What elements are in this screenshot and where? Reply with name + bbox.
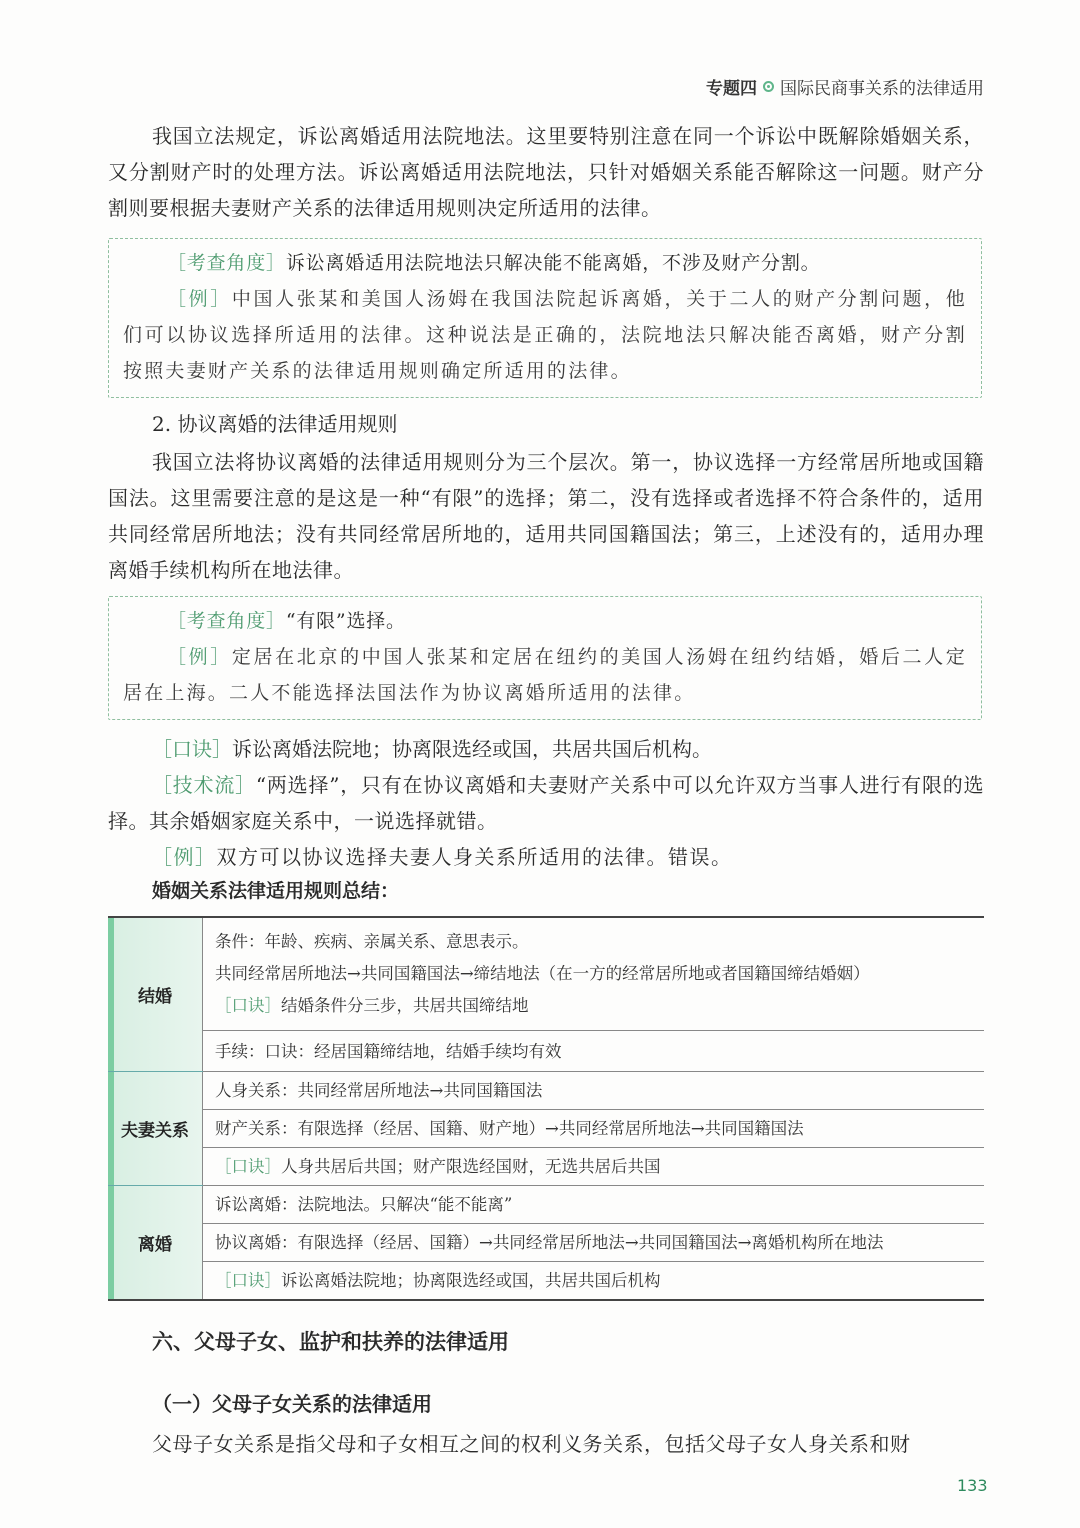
technique-tag: ［技术流］	[152, 773, 256, 797]
section-subheading: （一）父母子女关系的法律适用	[152, 1392, 432, 1416]
paragraph-parent-child: 父母子女关系是指父母和子女相互之间的权利义务关系，包括父母子女人身关系和财	[152, 1432, 911, 1456]
running-header	[706, 74, 984, 99]
cell-text: 诉讼离婚法院地；协离限选经或国，共居共国后机构	[281, 1271, 661, 1290]
subsection-title-agreement-divorce: 2. 协议离婚的法律适用规则	[152, 412, 398, 436]
table-cell: 诉讼离婚：法院地法。只解决“能不能离”	[203, 1186, 985, 1224]
technique-paragraph	[108, 767, 984, 839]
mnemonic-tag: ［口诀］	[215, 1157, 281, 1176]
circle-bullet-icon	[763, 81, 774, 92]
example-line	[123, 281, 967, 389]
technique-text: “两选择”，只有在协议离婚和夫妻财产关系中可以允许双方当事人进行有限的选择。其余婚姻家庭关系中，一说选择就错。	[108, 773, 985, 833]
example-tag: ［例］	[152, 845, 217, 869]
table-cell: 财产关系：有限选择（经居、国籍、财产地）→共同经常居所地法→共同国籍国法	[203, 1110, 985, 1148]
header-title: 国际民商事关系的法律适用	[780, 79, 984, 99]
table-row	[108, 1148, 984, 1186]
mnemonic-tag: ［口诀］	[215, 996, 281, 1015]
mnemonic-tag: ［口诀］	[215, 1271, 281, 1290]
category-divorce: 离婚	[108, 1186, 203, 1301]
section-heading-six: 六、父母子女、监护和扶养的法律适用	[152, 1330, 509, 1354]
exam-angle-box-2	[108, 596, 982, 720]
exam-angle-text: “有限”选择。	[285, 610, 406, 632]
example-line-3	[152, 839, 733, 875]
table-cell	[203, 1148, 985, 1186]
example-text: 定居在北京的中国人张某和定居在纽约的美国人汤姆在纽约结婚，婚后二人定居在上海。二人不能选择法国法作为协议离婚所适用的法律。	[123, 646, 967, 704]
cell-text: 结婚条件分三步，共居共国缔结地	[281, 996, 529, 1015]
example-tag: ［例］	[167, 288, 232, 310]
mnemonic-tag: ［口诀］	[152, 737, 232, 761]
table-row	[108, 1186, 984, 1224]
example-text: 中国人张某和美国人汤姆在我国法院起诉离婚，关于二人的财产分割问题，他们可以协议选择所适用的法律。这种说法是正确的，法院地法只解决能否离婚，财产分割按照夫妻财产关系的法律适用规则确定所适用的法律。	[123, 288, 967, 382]
category-spouse: 夫妻关系	[108, 1072, 203, 1186]
table-row	[108, 1262, 984, 1301]
cell-line	[215, 990, 972, 1022]
table-row	[108, 1224, 984, 1262]
exam-angle-line	[123, 245, 967, 281]
paragraph-agreement-divorce: 我国立法将协议离婚的法律适用规则分为三个层次。第一，协议选择一方经常居所地或国籍国法。这里需要注意的是这是一种“有限”的选择；第二，没有选择或者选择不符合条件的，适用共同经常居所地法；没有共同经常居所地的，适用共同国籍国法；第三，上述没有的，适用办理离婚手续机构所在地法律。	[108, 450, 984, 582]
exam-angle-tag: ［考查角度］	[167, 252, 286, 274]
example-text: 双方可以协议选择夫妻人身关系所适用的法律。错误。	[216, 845, 733, 869]
table-row	[108, 1110, 984, 1148]
page-number: 133	[957, 1476, 988, 1495]
paragraph-litigation-divorce: 我国立法规定，诉讼离婚适用法院地法。这里要特别注意在同一个诉讼中既解除婚姻关系，又分割财产时的处理方法。诉讼离婚适用法院地法，只针对婚姻关系能否解除这一问题。财产分割则要根据夫妻财产关系的法律适用规则决定所适用的法律。	[108, 124, 984, 220]
table-row	[108, 917, 984, 1031]
mnemonic-line	[152, 731, 712, 767]
table-row	[108, 1031, 984, 1072]
table-cell	[203, 1262, 985, 1301]
cell-line: 共同经常居所地法→共同国籍国法→缔结地法（在一方的经常居所地或者国籍国缔结婚姻）	[215, 964, 870, 983]
example-line	[123, 639, 967, 711]
table-row	[108, 1072, 984, 1110]
cell-text: 人身共居后共国；财产限选经国财，无选共居后共国	[281, 1157, 661, 1176]
mnemonic-text: 诉讼离婚法院地；协离限选经或国，共居共国后机构。	[232, 737, 712, 761]
summary-title: 婚姻关系法律适用规则总结：	[152, 880, 400, 902]
exam-angle-line	[123, 603, 967, 639]
exam-angle-tag: ［考查角度］	[167, 610, 286, 632]
table-cell: 协议离婚：有限选择（经居、国籍）→共同经常居所地法→共同国籍国法→离婚机构所在地法	[203, 1224, 985, 1262]
example-tag: ［例］	[167, 646, 232, 668]
table-cell: 人身关系：共同经常居所地法→共同国籍国法	[203, 1072, 985, 1110]
cell-line: 条件：年龄、疾病、亲属关系、意思表示。	[215, 932, 529, 951]
category-marriage: 结婚	[108, 917, 203, 1072]
table-cell	[203, 917, 985, 1031]
table-cell: 手续：口诀：经居国籍缔结地，结婚手续均有效	[203, 1031, 985, 1072]
marriage-rules-summary-table	[108, 916, 984, 1301]
exam-angle-box-1	[108, 238, 982, 398]
header-topic: 专题四	[706, 79, 757, 99]
exam-angle-text: 诉讼离婚适用法院地法只解决能不能离婚，不涉及财产分割。	[285, 252, 821, 274]
